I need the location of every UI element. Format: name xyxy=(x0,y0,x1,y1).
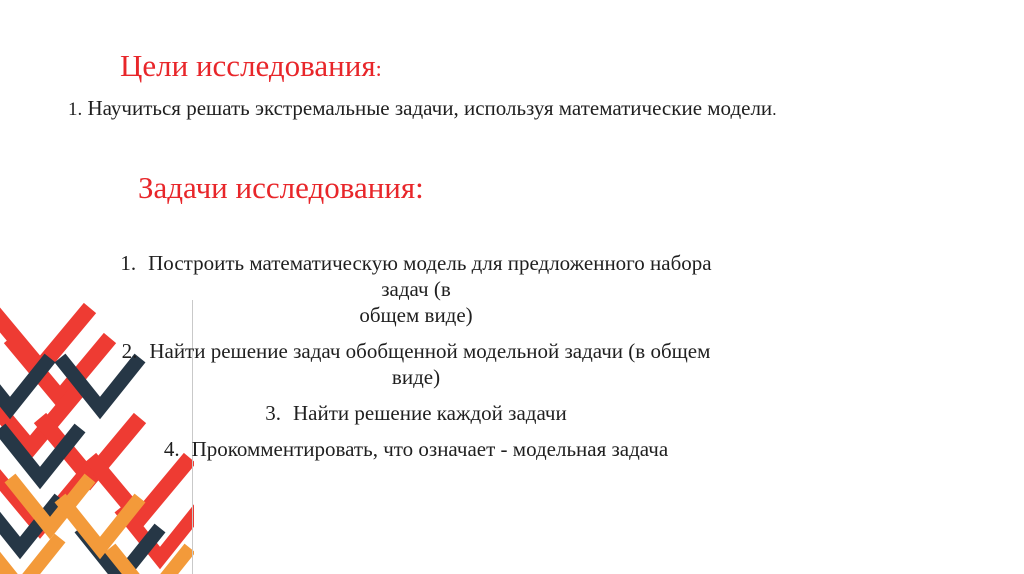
task-item-text: Найти решение задач обобщенной модельной задачи (в общем виде) xyxy=(149,339,711,389)
task-item-text: Найти решение каждой задачи xyxy=(293,401,567,425)
task-item-number: 1. xyxy=(120,251,137,275)
task-item-number: 4. xyxy=(163,437,180,461)
task-item-text-line2: общем виде) xyxy=(359,303,473,327)
task-item-number: 3. xyxy=(265,401,282,425)
task-item-number: 2. xyxy=(121,339,138,363)
tasks-heading: Задачи исследования: xyxy=(138,170,424,205)
goals-heading-colon: : xyxy=(375,56,382,81)
goals-heading-text: Цели исследования xyxy=(120,48,376,83)
tasks-list xyxy=(96,250,736,472)
goal-item-number: 1. xyxy=(68,99,83,120)
task-item xyxy=(96,400,736,426)
task-item xyxy=(96,338,736,390)
goal-item-end: . xyxy=(772,100,777,119)
task-item-text: Прокомментировать, что означает - модельная задача xyxy=(191,437,669,461)
goals-heading xyxy=(120,48,382,84)
task-item xyxy=(96,250,736,328)
goal-item xyxy=(68,96,776,121)
task-item xyxy=(96,436,736,462)
task-item-text-line1: Построить математическую модель для предложенного набора задач (в xyxy=(148,251,712,301)
goal-item-text: Научиться решать экстремальные задачи, используя математические модели xyxy=(87,96,773,120)
